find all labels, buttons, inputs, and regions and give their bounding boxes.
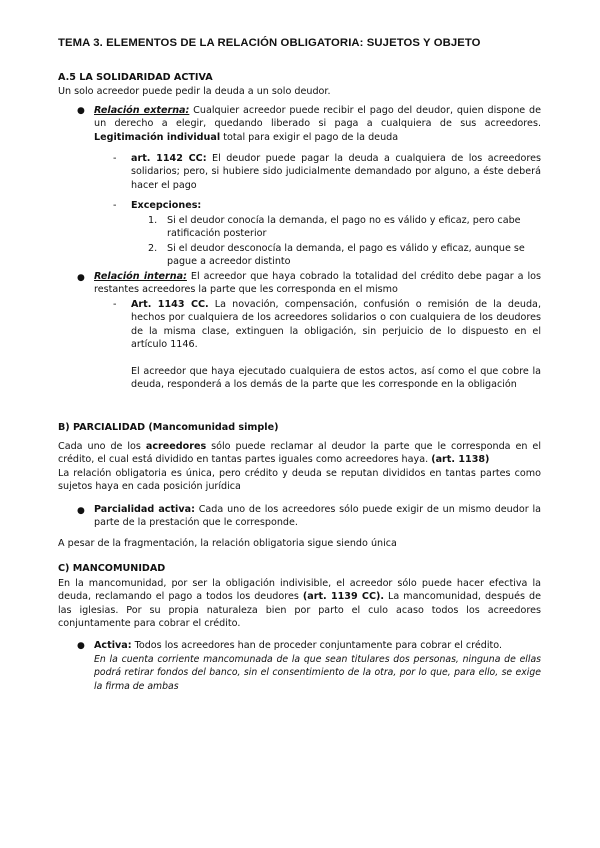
section-b-paragraph-3: A pesar de la fragmentación, la relación obligatoria sigue siendo única xyxy=(58,538,397,549)
relacion-externa-paragraph xyxy=(94,104,541,144)
section-c-heading: C) MANCOMUNIDAD xyxy=(58,563,166,574)
parcialidad-activa-label: Parcialidad activa: xyxy=(94,504,195,515)
relacion-interna-text: El acreedor que haya cobrado la totalidad del crédito debe pagar a los restantes acreedores la parte que les corresponda en el mismo xyxy=(94,271,542,296)
mancomunidad-activa-text: Todos los acreedores han de proceder conjuntamente para cobrar el crédito. xyxy=(131,640,503,651)
acreedores-bold: acreedores xyxy=(145,441,207,452)
mancomunidad-example: En la cuenta corriente mancomunada de la que sean titulares dos personas, ninguna de ellas podrá retirar fondos del banco, sin el consentimiento de la otra, por lo que, para ello, se exige la firma de ambas xyxy=(94,654,541,692)
bullet-icon: ● xyxy=(77,641,85,651)
dash-icon: - xyxy=(113,200,117,211)
section-a-intro: Un solo acreedor puede pedir la deuda a un solo deudor. xyxy=(58,86,331,97)
art-1139-reference: (art. 1139 CC). xyxy=(302,591,385,603)
art-1138-reference: (art. 1138) xyxy=(431,454,490,466)
art-1143-label: Art. 1143 CC. xyxy=(131,299,209,310)
parcialidad-activa-text: Cada uno de los acreedores sólo puede exigir de un mismo deudor la parte de la prestación que le corresponde. xyxy=(94,504,541,529)
art-1143-text: La novación, compensación, confusión o remisión de la deuda, hechos por cualquiera de los acreedores solidarios o con cualquiera de los deudores de la misma clase, extinguen la obligación, sin perjuicio de lo dispuesto en el artículo 1146. xyxy=(131,299,541,350)
mancomunidad-activa-label: Activa: xyxy=(94,640,132,651)
text-run: sólo puede reclamar al deudor la parte que le corresponda en el crédito, el cual está dividido en tantas partes iguales como acreedores haya. xyxy=(58,441,541,466)
section-b-paragraph-1 xyxy=(58,440,541,467)
relacion-externa-label: Relación externa: xyxy=(94,105,190,116)
text-run: Cada uno de los xyxy=(58,441,146,452)
excepcion-2: Si el deudor desconocía la demanda, el pago es válido y eficaz, aunque se pague a acreedor distinto xyxy=(167,243,525,268)
legitimacion-label: Legitimación individual xyxy=(94,131,221,143)
page-title: TEMA 3. ELEMENTOS DE LA RELACIÓN OBLIGATORIA: SUJETOS Y OBJETO xyxy=(58,37,481,49)
section-a-heading: A.5 LA SOLIDARIDAD ACTIVA xyxy=(58,72,213,83)
dash-icon: - xyxy=(113,153,117,164)
relacion-externa-text: Cualquier acreedor puede recibir el pago del deudor, quien dispone de un derecho a elegir, quedando liberado si paga a cualquiera de sus acreedores. xyxy=(94,105,541,130)
parcialidad-activa-paragraph xyxy=(94,503,541,530)
list-number: 2. xyxy=(148,243,158,254)
art-1142-label: art. 1142 CC: xyxy=(131,153,207,164)
text-run: En la mancomunidad, por ser la obligación indivisible, el acreedor sólo puede hacer efectiva la deuda, reclamando el pago a todos los deudores xyxy=(58,578,541,603)
art-1142-text: El deudor puede pagar la deuda a cualquiera de los acreedores solidarios; pero, si hubiere sido judicialmente demandado por alguno, a éste deberá hacer el pago xyxy=(131,153,541,191)
section-b-paragraph-2: La relación obligatoria es única, pero crédito y deuda se reputan divididos en tantas partes como sujetos haya en cada posición jurídica xyxy=(58,468,541,493)
bullet-icon: ● xyxy=(77,273,85,283)
legitimacion-text: total para exigir el pago de la deuda xyxy=(220,131,399,143)
bullet-icon: ● xyxy=(77,106,85,116)
dash-icon: - xyxy=(113,299,117,310)
relacion-interna-label: Relación interna: xyxy=(94,271,187,282)
section-c-paragraph-1 xyxy=(58,577,541,630)
art-1143-paragraph xyxy=(131,298,541,351)
text-run: La mancomunidad, después de las iglesias. Por su propia naturaleza bien por parto el culo acaso todos los acreedores conjuntamente para cobrar el crédito. xyxy=(58,591,541,629)
mancomunidad-activa-paragraph xyxy=(94,639,541,652)
relacion-interna-paragraph xyxy=(94,270,541,297)
art-1142-paragraph xyxy=(131,152,541,192)
excepciones-label: Excepciones: xyxy=(131,200,202,211)
section-b-heading: B) PARCIALIDAD (Mancomunidad simple) xyxy=(58,422,279,433)
excepcion-1: Si el deudor conocía la demanda, el pago no es válido y eficaz, pero cabe ratificación posterior xyxy=(167,215,521,240)
art-1143-second-paragraph: El acreedor que haya ejecutado cualquiera de estos actos, así como el que cobre la deuda, responderá a los demás de la parte que les corresponde en la obligación xyxy=(131,366,541,391)
bullet-icon: ● xyxy=(77,506,85,516)
list-number: 1. xyxy=(148,215,158,226)
